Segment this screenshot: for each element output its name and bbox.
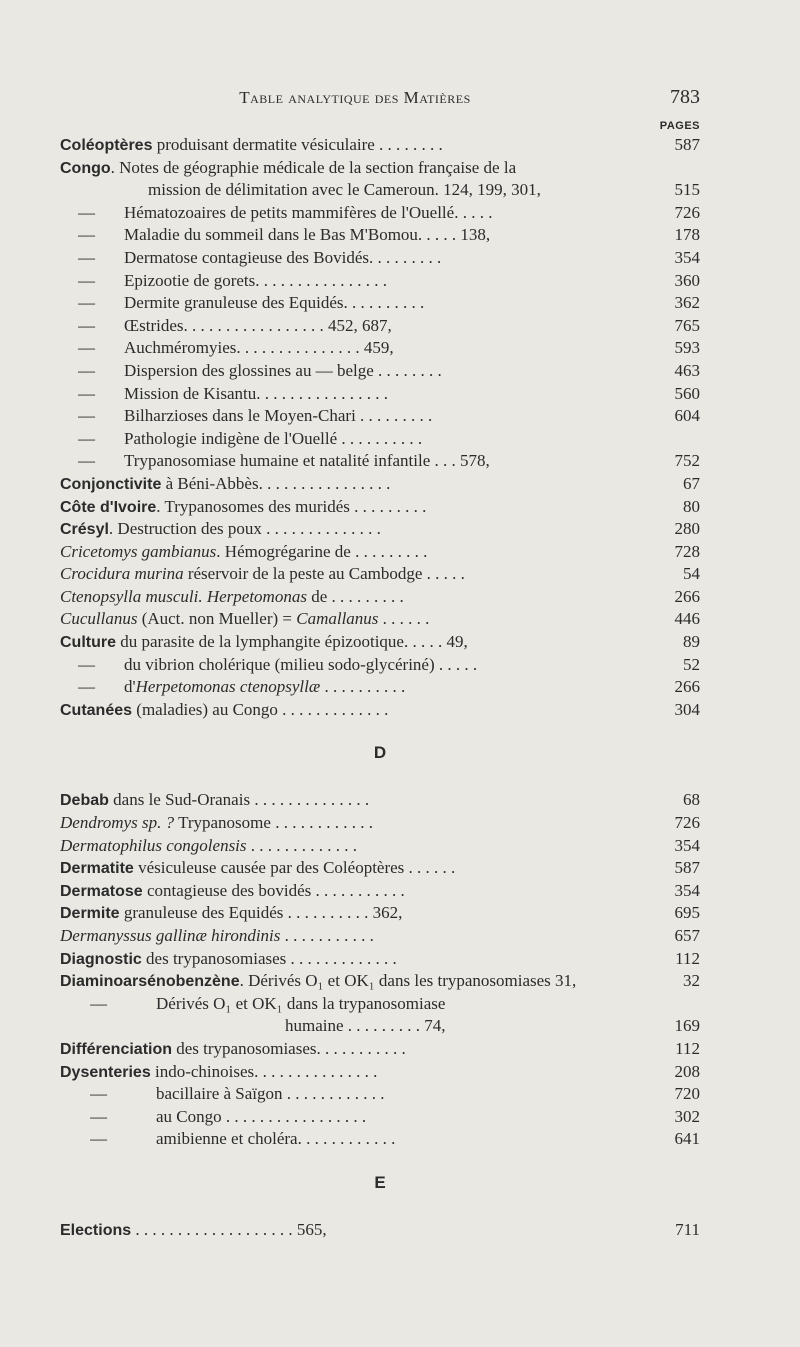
entry-page: 302 xyxy=(674,1106,700,1126)
entry-keyword: Coléoptères xyxy=(60,137,153,154)
entry-italic-term: Ctenopsylla musculi. Herpetomonas xyxy=(60,586,307,606)
entry-page: 446 xyxy=(674,609,700,629)
entry-description: indo-chinoises. . . . . . . . . . . . . . . xyxy=(150,1061,378,1081)
entry-text xyxy=(78,224,646,247)
entry-text xyxy=(60,134,628,158)
entry-description: . . . . . . . . . . xyxy=(320,677,406,697)
pages-column-label: PAGES xyxy=(659,120,700,132)
header-title: Table analytique des Matières xyxy=(239,88,471,107)
entry-page: 112 xyxy=(675,948,700,968)
entry-description: . Hémogrégarine de . . . . . . . . . xyxy=(216,541,428,561)
entry-page: 360 xyxy=(674,270,700,290)
entry-text xyxy=(78,247,646,270)
entry-text xyxy=(78,676,646,699)
entry-page: 728 xyxy=(674,541,700,561)
entry-page: 54 xyxy=(683,564,700,584)
entry-text xyxy=(90,1106,658,1129)
entry-description: Epizootie de gorets. . . . . . . . . . . . . . . . xyxy=(124,270,387,290)
entry-dash: — xyxy=(78,202,95,222)
entry-description: au Congo . . . . . . . . . . . . . . . . . xyxy=(156,1106,367,1126)
entry-page: 711 xyxy=(675,1219,700,1239)
entry-keyword: Diaminoarsénobenzène xyxy=(60,973,240,991)
entry-page: 354 xyxy=(674,835,700,855)
section-letter: D xyxy=(373,743,387,763)
entry-text xyxy=(60,608,628,631)
entry-text xyxy=(60,563,628,586)
entry-page: 80 xyxy=(683,496,700,516)
entry-dash: — xyxy=(78,360,95,380)
entry-text xyxy=(78,405,646,428)
index-entry xyxy=(60,202,700,225)
entry-page: 593 xyxy=(674,338,700,358)
entry-text xyxy=(90,1083,658,1106)
entry-text xyxy=(78,292,646,315)
entry-dash: — xyxy=(78,247,95,267)
index-entry xyxy=(60,676,700,699)
index-entry xyxy=(60,496,700,519)
entry-dash: — xyxy=(90,993,107,1013)
entry-italic-term: Camallanus xyxy=(296,609,379,629)
entry-page: 515 xyxy=(674,180,700,200)
entry-keyword: Debab xyxy=(60,792,109,810)
entry-text xyxy=(60,1219,628,1243)
entry-page: 280 xyxy=(674,519,700,539)
entry-continuation: humaine . . . . . . . . . 74, xyxy=(285,1016,446,1036)
entry-keyword: Elections xyxy=(60,1221,132,1239)
entry-keyword: Différenciation xyxy=(60,1040,173,1058)
entry-description: produisant dermatite vésiculaire . . . . . . . . xyxy=(152,135,443,154)
entry-dash: — xyxy=(78,451,95,471)
entry-text xyxy=(148,179,628,202)
entry-text xyxy=(60,699,628,723)
entry-description: Dispersion des glossines au — belge . . . . . . . . xyxy=(124,360,442,380)
entry-dash: — xyxy=(78,677,95,697)
entry-text xyxy=(60,518,628,542)
entry-description: granuleuse des Equidés . . . . . . . . . . 362, xyxy=(119,903,403,923)
entry-page: 657 xyxy=(674,926,700,945)
index-entry xyxy=(60,631,700,654)
index-entry xyxy=(60,812,700,835)
entry-text xyxy=(60,473,628,497)
entry-keyword: Dermite xyxy=(60,905,120,923)
entry-description: des trypanosomiases. . . . . . . . . . . xyxy=(172,1038,406,1058)
entry-description: Dermatose contagieuse des Bovidés. . . . . . . . . xyxy=(124,247,442,267)
index-entry xyxy=(60,360,700,383)
entry-page: 304 xyxy=(674,699,700,719)
entry-text xyxy=(60,948,628,972)
entry-italic-term: Cricetomys gambianus xyxy=(60,541,217,561)
entry-text xyxy=(78,450,646,473)
entry-dash: — xyxy=(78,406,95,426)
entry-keyword: Conjonctivite xyxy=(60,475,162,493)
entry-page: 169 xyxy=(674,1016,700,1036)
entry-description: d' xyxy=(124,677,136,697)
entry-text xyxy=(285,1015,630,1038)
entry-description: de . . . . . . . . . xyxy=(306,586,404,606)
entry-text xyxy=(60,857,628,881)
entry-page: 67 xyxy=(683,473,700,493)
entry-description: Hématozoaires de petits mammifères de l'Ouellé. . . . . xyxy=(124,202,493,222)
index-entry xyxy=(60,157,700,180)
entry-dash: — xyxy=(78,293,95,313)
index-entry xyxy=(60,563,700,586)
entry-page: 266 xyxy=(674,586,700,606)
entry-description: Trypanosome . . . . . . . . . . . . xyxy=(174,813,373,833)
index-entry xyxy=(60,880,700,903)
entry-page: 726 xyxy=(674,813,700,833)
entry-description: à Béni-Abbès. . . . . . . . . . . . . . . . xyxy=(161,473,391,493)
entry-text xyxy=(60,970,628,994)
entry-dash: — xyxy=(78,315,95,335)
entry-description: Maladie du sommeil dans le Bas M'Bomou. . . . . 138, xyxy=(124,225,491,245)
entry-dash: — xyxy=(78,654,95,674)
entry-description: . Destruction des poux . . . . . . . . . . . . . . xyxy=(108,519,381,539)
entry-text xyxy=(78,383,646,406)
entry-text xyxy=(78,315,646,338)
entry-description: vésiculeuse causée par des Coléoptères . . . . . . xyxy=(133,858,456,878)
entry-page: 354 xyxy=(674,247,700,267)
entry-dash: — xyxy=(78,225,95,245)
entry-page: 765 xyxy=(674,315,700,335)
entry-keyword: Dysenteries xyxy=(60,1063,151,1081)
index-entry xyxy=(60,857,700,880)
entry-text xyxy=(60,812,628,835)
entry-description: . Trypanosomes des muridés . . . . . . . . . xyxy=(156,496,427,516)
section-heading-e xyxy=(60,1151,700,1219)
entry-keyword: Crésyl xyxy=(60,521,109,539)
entry-page: 752 xyxy=(674,451,700,471)
entry-page: 463 xyxy=(674,360,700,380)
entry-keyword: Cutanées xyxy=(60,701,133,719)
entry-dash: — xyxy=(90,1106,107,1126)
entry-text xyxy=(78,654,646,677)
entry-page: 604 xyxy=(674,406,700,426)
entry-description: Pathologie indigène de l'Ouellé . . . . . . . . . . xyxy=(124,428,423,448)
entry-description: Auchméromyies. . . . . . . . . . . . . . . 459, xyxy=(124,338,394,358)
index-entry xyxy=(60,224,700,247)
section-heading-d xyxy=(60,721,700,789)
entry-page: 89 xyxy=(683,632,700,652)
entry-italic-term: Dendromys sp. ? xyxy=(60,813,175,833)
entry-dash: — xyxy=(90,1084,107,1104)
index-entry xyxy=(60,134,700,157)
index-entry xyxy=(60,428,700,451)
entry-italic-term: Cucullanus xyxy=(60,609,138,629)
index-entry xyxy=(60,948,700,971)
entry-keyword: Congo xyxy=(60,159,111,177)
index-entry xyxy=(60,1083,700,1106)
entry-text xyxy=(60,541,628,564)
entry-text xyxy=(60,902,628,926)
entry-text xyxy=(60,925,628,948)
entry-description: amibienne et choléra. . . . . . . . . . . . xyxy=(156,1129,396,1149)
entry-text xyxy=(60,1061,628,1085)
entry-description: Bilharzioses dans le Moyen-Chari . . . . . . . . . xyxy=(124,406,433,426)
index-entry xyxy=(60,699,700,722)
index-entry xyxy=(60,902,700,925)
entry-dash: — xyxy=(78,338,95,358)
entry-dash: — xyxy=(78,383,95,403)
index-entry xyxy=(60,1038,700,1061)
entry-text xyxy=(60,835,628,858)
index-entry xyxy=(60,247,700,270)
entry-dash: — xyxy=(78,428,95,448)
entry-description: des trypanosomiases . . . . . . . . . . . . . xyxy=(141,948,397,968)
entry-text xyxy=(78,360,646,383)
index-entry xyxy=(60,993,700,1016)
entry-description: . Dérivés O₁ et OK₁ dans les trypanosomiases 31, xyxy=(239,971,577,991)
entry-description: Dérivés O₁ et OK₁ dans la trypanosomiase xyxy=(156,993,446,1013)
entry-description: (Auct. non Mueller) = xyxy=(137,609,297,629)
entry-description: contagieuse des bovidés . . . . . . . . . . . xyxy=(142,880,405,900)
entry-text xyxy=(78,270,646,293)
index-entry xyxy=(60,315,700,338)
entry-keyword: Dermatite xyxy=(60,860,134,878)
index-entry xyxy=(60,1106,700,1129)
index-entry xyxy=(60,925,700,948)
entry-italic-term: Crocidura murina xyxy=(60,564,184,584)
entry-page: 720 xyxy=(674,1084,700,1104)
index-entry xyxy=(60,586,700,609)
entry-description: . . . . . . . . . . . . . xyxy=(246,835,358,855)
entry-description: . . . . . . . . . . . . . . . . . . . 565, xyxy=(131,1219,327,1239)
entry-description: dans le Sud-Oranais . . . . . . . . . . . . . . xyxy=(108,790,370,810)
entry-text xyxy=(78,428,646,451)
entry-page: 560 xyxy=(674,383,700,403)
entry-page: 641 xyxy=(674,1129,700,1149)
entry-page: 52 xyxy=(683,654,700,674)
index-entry xyxy=(60,1061,700,1084)
index-entry xyxy=(60,405,700,428)
entry-page: 362 xyxy=(674,293,700,313)
index-entry xyxy=(60,292,700,315)
entry-italic-term: Dermatophilus congolensis xyxy=(60,835,247,855)
entry-text xyxy=(90,1128,658,1151)
index-entry xyxy=(60,270,700,293)
entry-page: 178 xyxy=(674,225,700,245)
index-entry xyxy=(60,789,700,812)
index-entry xyxy=(60,473,700,496)
entry-keyword: Dermatose xyxy=(60,882,143,900)
index-entry xyxy=(60,1219,700,1242)
entry-text xyxy=(60,586,628,609)
entry-keyword: Culture xyxy=(60,634,116,652)
index-entries xyxy=(60,134,700,1242)
entry-description: . Notes de géographie médicale de la section française de la xyxy=(110,157,517,177)
index-entry xyxy=(60,1015,700,1038)
index-entry xyxy=(60,337,700,360)
entry-page: 354 xyxy=(674,880,700,900)
entry-text xyxy=(60,880,628,904)
entry-text xyxy=(60,631,628,655)
entry-page: 68 xyxy=(683,790,700,810)
entry-description: du parasite de la lymphangite épizootique. . . . . 49, xyxy=(116,632,468,652)
index-entry xyxy=(60,450,700,473)
entry-description: réservoir de la peste au Cambodge . . . . . xyxy=(183,564,465,584)
entry-text xyxy=(60,789,628,813)
entry-description: . . . . . . xyxy=(378,609,430,629)
entry-description: Œstrides. . . . . . . . . . . . . . . . . 452, 687, xyxy=(124,315,392,335)
index-entry xyxy=(60,179,700,202)
entry-text xyxy=(60,496,628,520)
entry-text xyxy=(60,157,628,181)
entry-text xyxy=(90,993,658,1016)
entry-dash: — xyxy=(78,270,95,290)
entry-description: . . . . . . . . . . . xyxy=(280,926,374,945)
entry-description: du vibrion cholérique (milieu sodo-glycériné) . . . . . xyxy=(124,654,478,674)
entry-text xyxy=(78,202,646,225)
entry-italic-term: Dermanyssus gallinæ hirondinis xyxy=(60,926,281,945)
entry-page: 695 xyxy=(674,903,700,923)
entry-page: 266 xyxy=(674,677,700,697)
entry-continuation: mission de délimitation avec le Cameroun. 124, 199, 301, xyxy=(148,180,541,200)
entry-page: 208 xyxy=(674,1061,700,1081)
entry-page: 587 xyxy=(674,858,700,878)
entry-dash: — xyxy=(90,1129,107,1149)
entry-keyword: Côte d'Ivoire xyxy=(60,498,157,516)
entry-description: Mission de Kisantu. . . . . . . . . . . . . . . . xyxy=(124,383,388,403)
index-entry xyxy=(60,383,700,406)
entry-page: 587 xyxy=(674,135,700,154)
entry-text xyxy=(60,1038,628,1062)
index-entry xyxy=(60,541,700,564)
running-header xyxy=(60,86,700,114)
entry-description: bacillaire à Saïgon . . . . . . . . . . . . xyxy=(156,1084,385,1104)
section-letter: E xyxy=(374,1172,386,1192)
index-entry xyxy=(60,970,700,993)
entry-text xyxy=(78,337,646,360)
entry-italic-term: Herpetomonas ctenopsyllæ xyxy=(135,677,321,697)
entry-description: Trypanosomiase humaine et natalité infantile . . . 578, xyxy=(124,451,490,471)
entry-keyword: Diagnostic xyxy=(60,950,142,968)
index-entry xyxy=(60,518,700,541)
index-entry xyxy=(60,835,700,858)
entry-description: (maladies) au Congo . . . . . . . . . . . . . xyxy=(132,699,389,719)
page-number: 783 xyxy=(670,86,700,108)
entry-description: Dermite granuleuse des Equidés. . . . . . . . . . xyxy=(124,293,425,313)
index-entry xyxy=(60,608,700,631)
entry-page: 32 xyxy=(683,971,700,991)
entry-page: 726 xyxy=(674,202,700,222)
index-entry xyxy=(60,1128,700,1151)
entry-page: 112 xyxy=(675,1038,700,1058)
index-entry xyxy=(60,654,700,677)
